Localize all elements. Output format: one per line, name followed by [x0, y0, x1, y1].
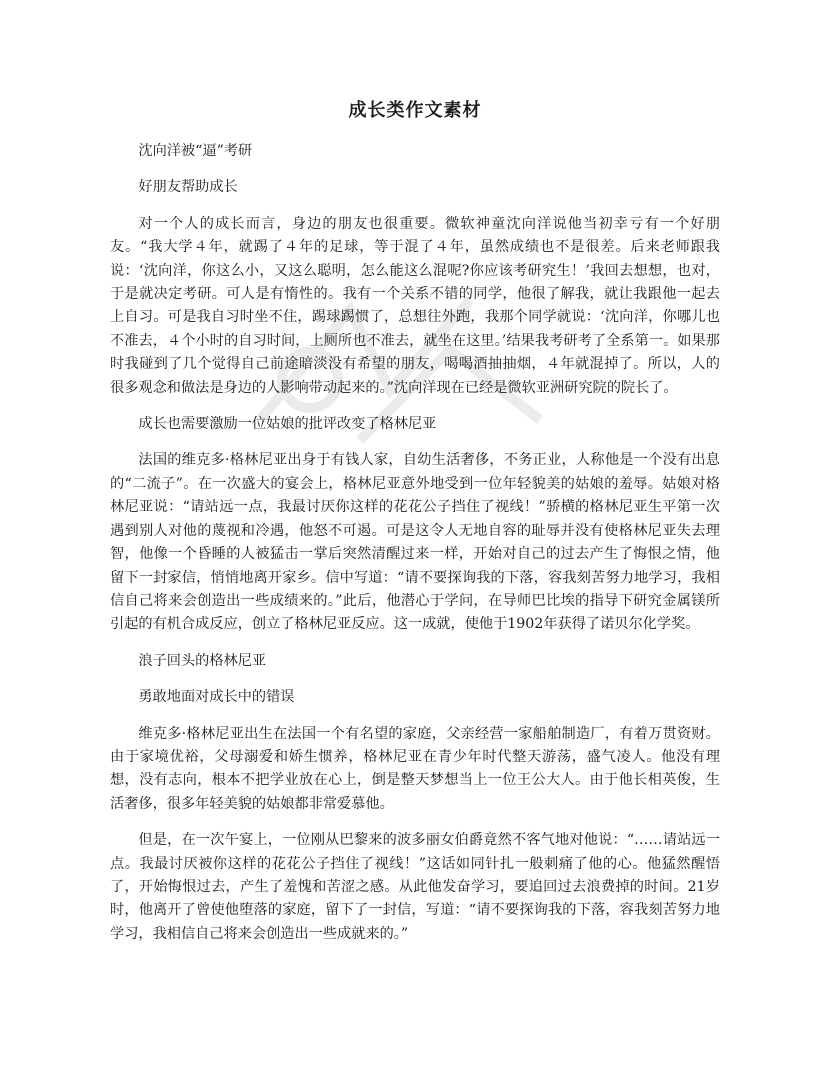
paragraph: 但是，在一次午宴上，一位刚从巴黎来的波多丽女伯爵竟然不客气地对他说：“……请站远一点。我最讨厌被你这样的花花公子挡住了视线！”这话如同针扎一般刺痛了他的心。他猛然醒悟了，开始悔恨过去，产生了羞愧和苦涩之感。从此他发奋学习，要追回过去浪费掉的时间。21岁时，他离开了曾使他堕落的家庭，留下了一封信，写道：“请不要探询我的下落，容我刻苦努力地学习，我相信自己将来会创造出一些成就来的。”	[110, 832, 720, 942]
paragraph: 维克多·格林尼亚出生在法国一个有名望的家庭，父亲经营一家船舶制造厂，有着万贯资财。由于家境优裕，父母溺爱和娇生惯养，格林尼亚在青少年时代整天游荡，盛气凌人。他没有理想，没有志向，根本不把学业放在心上，倒是整天梦想当上一位王公大人。由于他长相英俊，生活奢侈，很多年轻美貌的姑娘都非常爱慕他。	[110, 725, 720, 812]
section-heading: 沈向洋被“逼”考研	[138, 143, 253, 159]
section-heading: 浪子回头的格林尼亚	[138, 652, 267, 669]
section-heading: 勇敢地面对成长中的错误	[138, 689, 295, 706]
paragraph: 对一个人的成长而言，身边的朋友也很重要。微软神童沈向洋说他当初幸亏有一个好朋友。“我大学４年，就踢了４年的足球，等于混了４年，虽然成绩也不是很差。后来老师跟我说：‘沈向洋，你这么小，又这么聪明，怎么能这么混呢?你应该考研究生！’我回去想想，也对，于是就决定考研。可人是有惰性的。我有一个关系不错的同学，他很了解我，就让我跟他一起去上自习。可是我自习时坐不住，踢球踢惯了，总想往外跑，我那个同学就说：‘沈向洋，你哪儿也不准去，４个小时的自习时间，上厕所也不准去，就坐在这里。’结果我考研考了全系第一。如果那时我碰到了几个觉得自己前途暗淡没有希望的朋友，喝喝酒抽抽烟，４年就混掉了。所以，人的很多观念和做法是身边的人影响带动起来的。”沈向洋现在已经是微软亚洲研究院的院长了。	[110, 215, 720, 396]
section-heading: 好朋友帮助成长	[138, 179, 238, 196]
document-body	[110, 96, 720, 959]
paragraph: 法国的维克多·格林尼亚出身于有钱人家，自幼生活奢侈，不务正业，人称他是一个没有出息的“二流子”。在一次盛大的宴会上，格林尼亚意外地受到一位年轻貌美的姑娘的羞辱。姑娘对格林尼亚说：“请站远一点，我最讨厌你这样的花花公子挡住了视线！”骄横的格林尼亚生平第一次遇到别人对他的蔑视和冷遇，他怒不可遏。可是这令人无地自容的耻辱并没有使格林尼亚失去理智，他像一个昏睡的人被猛击一掌后突然清醒过来一样，开始对自己的过去产生了悔恨之情，他留下一封家信，悄悄地离开家乡。信中写道：“请不要探询我的下落，容我刻苦努力地学习，我相信自己将来会创造出一些成绩来的。”此后，他潜心于学问，在导师巴比埃的指导下研究金属镁所引起的有机合成反应，创立了格林尼亚反应。这一成就，使他于1902年获得了诺贝尔化学奖。	[110, 452, 720, 633]
page-title: 成长类作文素材	[348, 100, 482, 121]
section-heading: 成长也需要激励一位姑娘的批评改变了格林尼亚	[138, 416, 437, 433]
